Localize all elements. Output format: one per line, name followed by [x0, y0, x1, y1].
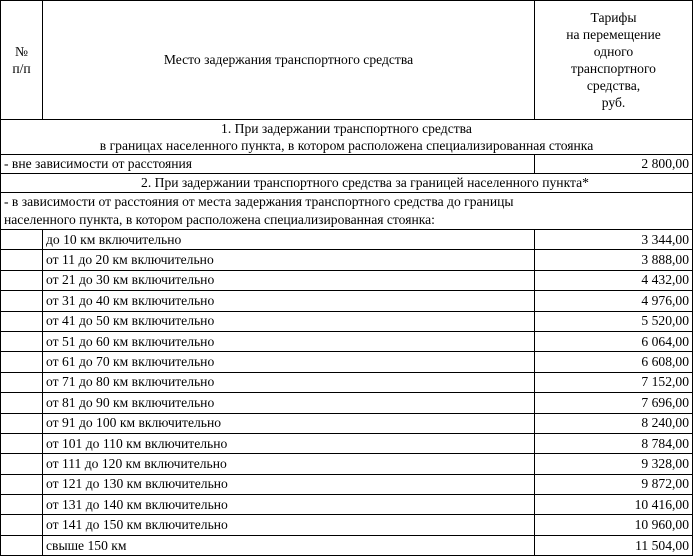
- column-header-number-line1: №: [15, 44, 28, 59]
- distance-range-label: свыше 150 км: [43, 535, 535, 555]
- tariff-value: 9 328,00: [535, 454, 693, 474]
- row-number-cell: [1, 352, 43, 372]
- column-header-tariff-line2: на перемещение: [566, 27, 661, 42]
- table-row: [1, 474, 693, 494]
- section-2-intro-line2: населенного пункта, в котором расположена специализированная стоянка:: [4, 212, 435, 227]
- tariff-value: 10 960,00: [535, 515, 693, 535]
- row-number-cell: [1, 270, 43, 290]
- table-row: [1, 352, 693, 372]
- table-row: [1, 495, 693, 515]
- row-number-cell: [1, 474, 43, 494]
- section-1-title-line1: 1. При задержании транспортного средства: [221, 121, 472, 136]
- tariff-value: 3 888,00: [535, 250, 693, 270]
- tariff-value: 9 872,00: [535, 474, 693, 494]
- distance-range-label: от 91 до 100 км включительно: [43, 413, 535, 433]
- tariff-value: 7 696,00: [535, 393, 693, 413]
- section-1-title-line2: в границах населенного пункта, в котором расположена специализированная стоянка: [99, 138, 594, 153]
- table-row: [1, 250, 693, 270]
- distance-range-label: от 31 до 40 км включительно: [43, 291, 535, 311]
- column-header-tariff-line1: Тарифы: [590, 10, 637, 25]
- table-header-row: [1, 1, 693, 120]
- table-row: [1, 393, 693, 413]
- distance-range-label: от 111 до 120 км включительно: [43, 454, 535, 474]
- distance-range-label: от 141 до 150 км включительно: [43, 515, 535, 535]
- tariff-value: 5 520,00: [535, 311, 693, 331]
- row-number-cell: [1, 393, 43, 413]
- column-header-tariff-line3: одного: [593, 44, 634, 59]
- tariff-value: 7 152,00: [535, 372, 693, 392]
- column-header-tariff-line4: транспортного: [571, 61, 656, 76]
- tariff-value: 4 976,00: [535, 291, 693, 311]
- table-row: [1, 311, 693, 331]
- column-header-number-line2: п/п: [12, 61, 31, 76]
- row-number-cell: [1, 230, 43, 250]
- column-header-tariff: [535, 1, 693, 120]
- table-row: [1, 454, 693, 474]
- distance-range-label: от 131 до 140 км включительно: [43, 495, 535, 515]
- row-number-cell: [1, 311, 43, 331]
- row-number-cell: [1, 495, 43, 515]
- distance-range-label: от 51 до 60 км включительно: [43, 331, 535, 351]
- tariff-value: 10 416,00: [535, 495, 693, 515]
- table-row: [1, 270, 693, 290]
- table-row: [1, 413, 693, 433]
- section-1-row-label: - вне зависимости от расстояния: [1, 155, 535, 174]
- section-1-tariff-row: [1, 155, 693, 174]
- section-1-heading-row: [1, 120, 693, 155]
- row-number-cell: [1, 515, 43, 535]
- row-number-cell: [1, 535, 43, 555]
- distance-range-label: от 21 до 30 км включительно: [43, 270, 535, 290]
- row-number-cell: [1, 413, 43, 433]
- row-number-cell: [1, 291, 43, 311]
- distance-range-label: от 121 до 130 км включительно: [43, 474, 535, 494]
- distance-range-label: от 11 до 20 км включительно: [43, 250, 535, 270]
- section-2-intro: [1, 193, 693, 230]
- distance-range-label: от 101 до 110 км включительно: [43, 433, 535, 453]
- distance-range-label: от 71 до 80 км включительно: [43, 372, 535, 392]
- section-1-heading: [1, 120, 693, 155]
- tariff-value: 4 432,00: [535, 270, 693, 290]
- table-row: [1, 535, 693, 555]
- row-number-cell: [1, 454, 43, 474]
- section-2-intro-row: [1, 193, 693, 230]
- table-row: [1, 230, 693, 250]
- column-header-tariff-line5: средства,: [586, 78, 641, 93]
- tariff-value: 6 064,00: [535, 331, 693, 351]
- section-2-intro-line1: - в зависимости от расстояния от места задержания транспортного средства до границы: [4, 194, 514, 209]
- column-header-tariff-line6: руб.: [601, 95, 626, 110]
- column-header-number: [1, 1, 43, 120]
- table-row: [1, 433, 693, 453]
- table-row: [1, 331, 693, 351]
- distance-range-label: от 61 до 70 км включительно: [43, 352, 535, 372]
- tariff-value: 3 344,00: [535, 230, 693, 250]
- distance-range-label: от 41 до 50 км включительно: [43, 311, 535, 331]
- tariff-value: 8 784,00: [535, 433, 693, 453]
- section-1-row-value: 2 800,00: [535, 155, 693, 174]
- row-number-cell: [1, 250, 43, 270]
- section-2-heading-row: [1, 174, 693, 193]
- row-number-cell: [1, 331, 43, 351]
- row-number-cell: [1, 433, 43, 453]
- table-row: [1, 291, 693, 311]
- row-number-cell: [1, 372, 43, 392]
- tariff-table-body: [1, 1, 693, 556]
- tariff-value: 11 504,00: [535, 535, 693, 555]
- column-header-place: Место задержания транспортного средства: [43, 1, 535, 120]
- distance-range-label: от 81 до 90 км включительно: [43, 393, 535, 413]
- tariff-value: 6 608,00: [535, 352, 693, 372]
- table-row: [1, 515, 693, 535]
- tariff-value: 8 240,00: [535, 413, 693, 433]
- table-row: [1, 372, 693, 392]
- section-2-heading: 2. При задержании транспортного средства за границей населенного пункта*: [1, 174, 693, 193]
- distance-range-label: до 10 км включительно: [43, 230, 535, 250]
